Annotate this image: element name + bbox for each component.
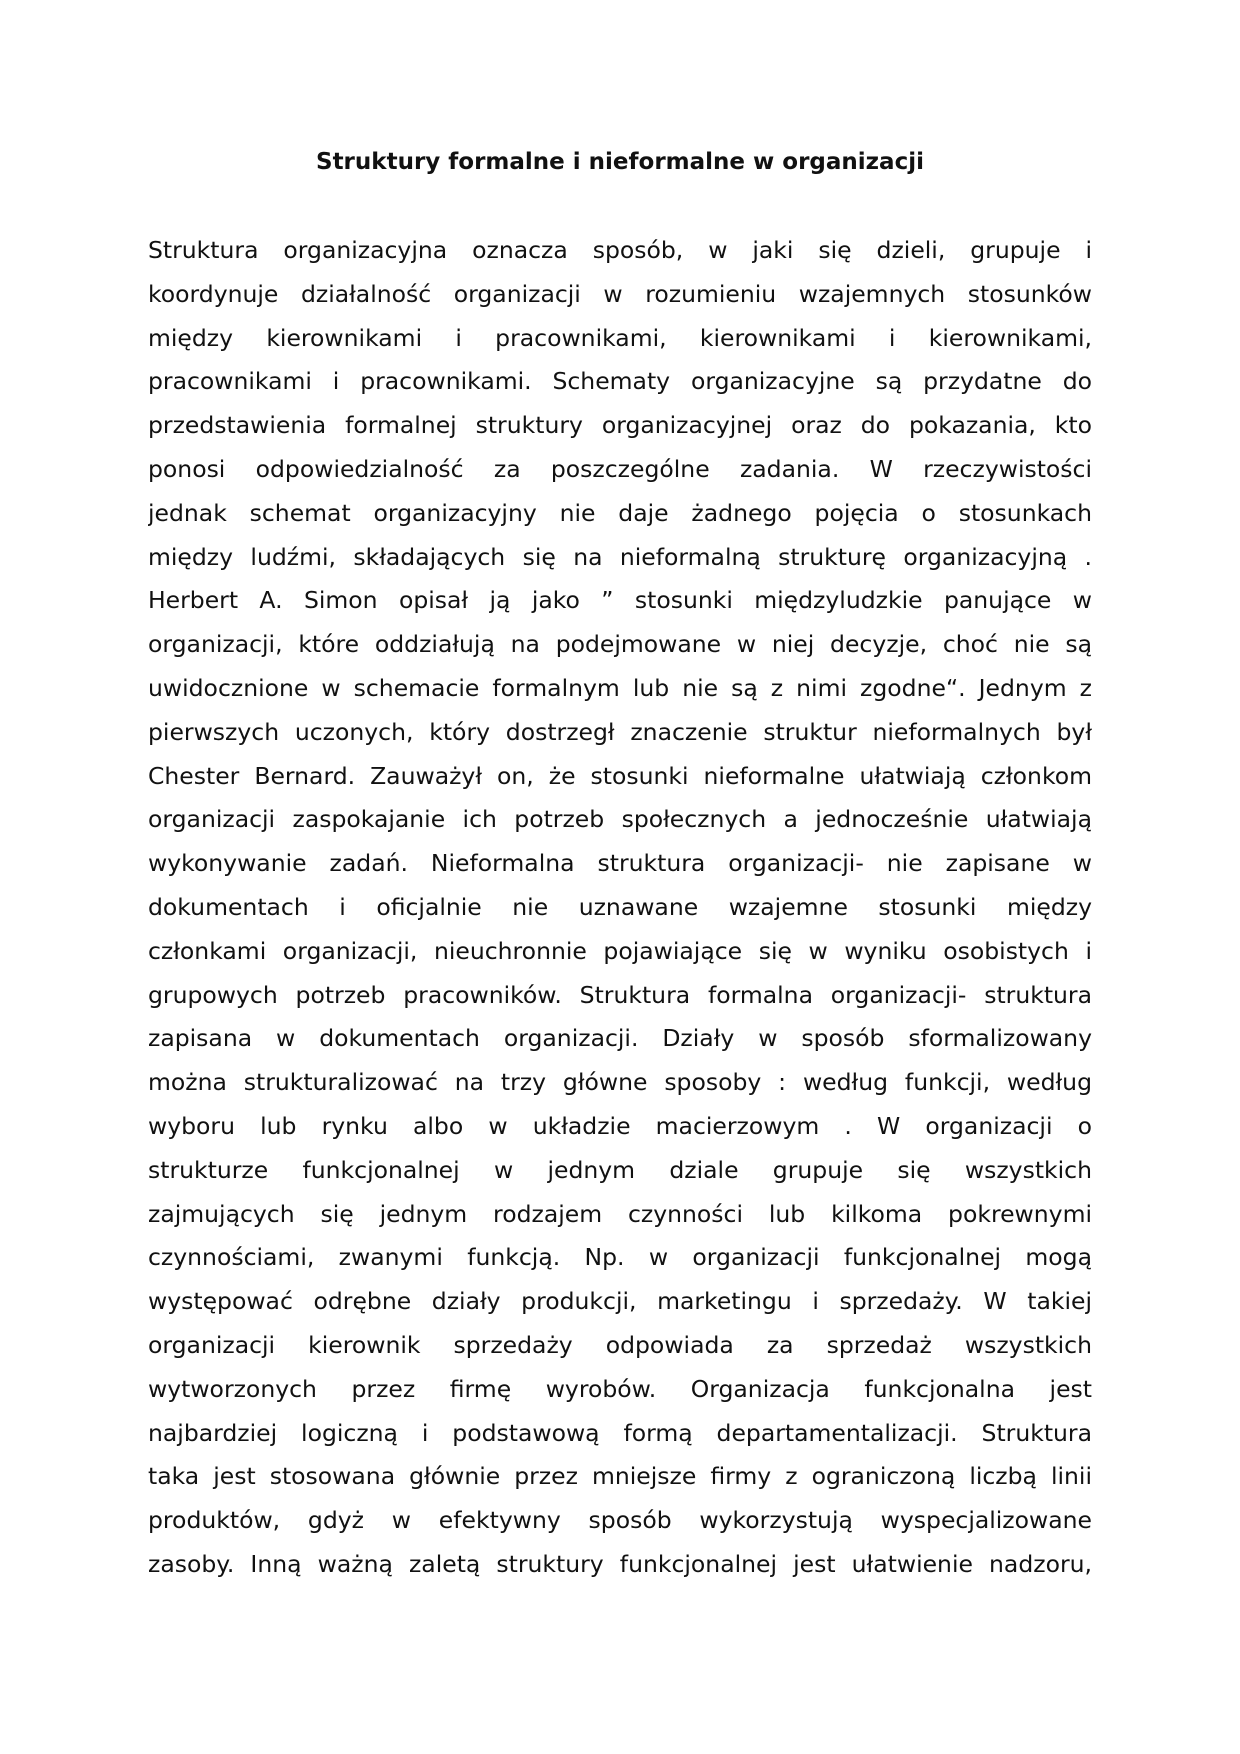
body-line: dokumentach i oficjalnie nie uznawane wzajemne stosunki między: [148, 892, 1092, 921]
document-title: Struktury formalne i nieformalne w organizacji: [316, 149, 924, 175]
body-line: między ludźmi, składających się na nieformalną strukturę organizacyjną .: [148, 542, 1092, 571]
body-line: ponosi odpowiedzialność za poszczególne zadania. W rzeczywistości: [148, 454, 1092, 483]
body-line: zajmujących się jednym rodzajem czynności lub kilkoma pokrewnymi: [148, 1199, 1092, 1228]
body-line: jednak schemat organizacyjny nie daje żadnego pojęcia o stosunkach: [148, 498, 1092, 527]
body-line: organizacji kierownik sprzedaży odpowiada za sprzedaż wszystkich: [148, 1330, 1092, 1359]
body-line: przedstawienia formalnej struktury organizacyjnej oraz do pokazania, kto: [148, 411, 1092, 440]
body-line: koordynuje działalność organizacji w rozumieniu wzajemnych stosunków: [148, 279, 1092, 308]
body-line: między kierownikami i pracownikami, kierownikami i kierownikami,: [148, 323, 1092, 352]
body-line: Struktura organizacyjna oznacza sposób, w jaki się dzieli, grupuje i: [148, 236, 1092, 264]
body-line: taka jest stosowana głównie przez mniejsze firmy z ograniczoną liczbą linii: [148, 1462, 1092, 1491]
body-line: organizacji zaspokajanie ich potrzeb społecznych a jednocześnie ułatwiają: [148, 805, 1092, 834]
body-line: zapisana w dokumentach organizacji. Działy w sposób sformalizowany: [148, 1024, 1092, 1053]
body-line: można strukturalizować na trzy główne sposoby : według funkcji, według: [148, 1068, 1092, 1097]
body-line: organizacji, które oddziałują na podejmowane w niej decyzje, choć nie są: [148, 630, 1092, 659]
body-line: wykonywanie zadań. Nieformalna struktura organizacji- nie zapisane w: [148, 849, 1092, 878]
body-line: członkami organizacji, nieuchronnie pojawiające się w wyniku osobistych i: [148, 936, 1092, 965]
document-body: [148, 229, 1092, 1587]
body-line: Herbert A. Simon opisał ją jako ” stosunki międzyludzkie panujące w: [148, 586, 1092, 615]
body-line: uwidocznione w schemacie formalnym lub nie są z nimi zgodne“. Jednym z: [148, 673, 1092, 702]
body-line: pracownikami i pracownikami. Schematy organizacyjne są przydatne do: [148, 367, 1092, 396]
body-line: czynnościami, zwanymi funkcją. Np. w organizacji funkcjonalnej mogą: [148, 1243, 1092, 1272]
body-line: Chester Bernard. Zauważył on, że stosunki nieformalne ułatwiają członkom: [148, 761, 1092, 790]
body-line: wytworzonych przez firmę wyrobów. Organizacja funkcjonalna jest: [148, 1374, 1092, 1403]
body-line: pierwszych uczonych, który dostrzegł znaczenie struktur nieformalnych był: [148, 717, 1092, 746]
body-line: wyboru lub rynku albo w układzie macierzowym . W organizacji o: [148, 1111, 1092, 1140]
body-line: strukturze funkcjonalnej w jednym dziale grupuje się wszystkich: [148, 1155, 1092, 1184]
body-line: występować odrębne działy produkcji, marketingu i sprzedaży. W takiej: [148, 1287, 1092, 1316]
body-line: grupowych potrzeb pracowników. Struktura formalna organizacji- struktura: [148, 980, 1092, 1009]
body-line: najbardziej logiczną i podstawową formą departamentalizacji. Struktura: [148, 1418, 1092, 1447]
body-line: produktów, gdyż w efektywny sposób wykorzystują wyspecjalizowane: [148, 1506, 1092, 1535]
body-line: zasoby. Inną ważną zaletą struktury funkcjonalnej jest ułatwienie nadzoru,: [148, 1549, 1092, 1578]
